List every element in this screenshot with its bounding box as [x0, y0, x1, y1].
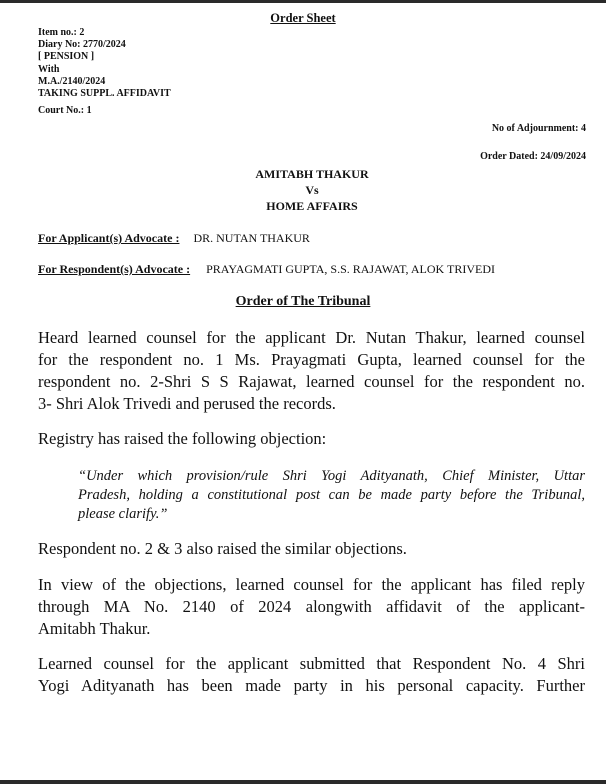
order-paragraph-4 — [38, 574, 585, 640]
paragraph-line: respondent no. 2-Shri S S Rajawat, learned counsel for the respondent no. — [38, 372, 585, 391]
order-paragraph-5 — [38, 653, 585, 697]
respondent-advocate-row — [38, 262, 495, 277]
order-heading: Order of The Tribunal — [235, 294, 371, 309]
applicant-advocate-name: DR. NUTAN THAKUR — [193, 231, 310, 245]
versus-label: Vs — [305, 183, 319, 197]
court-number: Court No.: 1 — [38, 105, 92, 117]
applicant-advocate-row — [38, 231, 310, 246]
registry-objection-quote — [78, 467, 585, 524]
paragraph-line: Learned counsel for the applicant submitted that Respondent No. 4 Shri — [38, 654, 585, 673]
item-number: Item no.: 2 — [38, 27, 85, 38]
paragraph-line: In view of the objections, learned counsel for the applicant has filed reply — [38, 575, 585, 594]
paragraph-line: Yogi Adityanath has been made party in his personal capacity. Further — [38, 676, 585, 695]
with-label: With — [38, 63, 60, 75]
order-date: Order Dated: 24/09/2024 — [480, 151, 586, 162]
respondent-advocate-names: PRAYAGMATI GUPTA, S.S. RAJAWAT, ALOK TRIVEDI — [206, 262, 495, 276]
adjournment-count: No of Adjournment: 4 — [491, 123, 586, 134]
paragraph-line: Amitabh Thakur. — [38, 619, 151, 638]
order-paragraph-2 — [38, 428, 585, 450]
bottom-border — [0, 780, 606, 784]
quote-line: please clarify.” — [78, 506, 168, 522]
case-parties — [212, 166, 412, 214]
paragraph-line: 3- Shri Alok Trivedi and perused the records. — [38, 394, 336, 413]
applicant-name: AMITABH THAKUR — [255, 167, 369, 181]
respondent-advocate-label: For Respondent(s) Advocate : — [38, 262, 191, 276]
paragraph-line: for the respondent no. 1 Ms. Prayagmati Gupta, learned counsel for the — [38, 350, 585, 369]
case-meta-block — [38, 27, 171, 117]
case-category: [ PENSION ] — [38, 51, 95, 63]
quote-line: “Under which provision/rule Shri Yogi Adityanath, Chief Minister, Uttar — [78, 468, 585, 484]
order-paragraph-3 — [38, 538, 585, 560]
respondent-name: HOME AFFAIRS — [266, 199, 358, 213]
paragraph-line: Heard learned counsel for the applicant Dr. Nutan Thakur, learned counsel — [38, 328, 585, 347]
top-border — [0, 0, 606, 3]
order-paragraph-1 — [38, 327, 585, 415]
paragraph-line: Respondent no. 2 & 3 also raised the similar objections. — [38, 539, 407, 558]
applicant-advocate-label: For Applicant(s) Advocate : — [38, 231, 180, 245]
paragraph-line: Registry has raised the following objection: — [38, 429, 327, 448]
paragraph-line: through MA No. 2140 of 2024 alongwith affidavit of the applicant- — [38, 597, 585, 616]
listing-purpose: TAKING SUPPL. AFFIDAVIT — [38, 88, 171, 100]
page-title: Order Sheet — [270, 11, 336, 25]
diary-number: Diary No: 2770/2024 — [38, 39, 126, 51]
quote-line: Pradesh, holding a constitutional post can be made party before the Tribunal, — [78, 487, 585, 503]
ma-number: M.A./2140/2024 — [38, 75, 106, 87]
